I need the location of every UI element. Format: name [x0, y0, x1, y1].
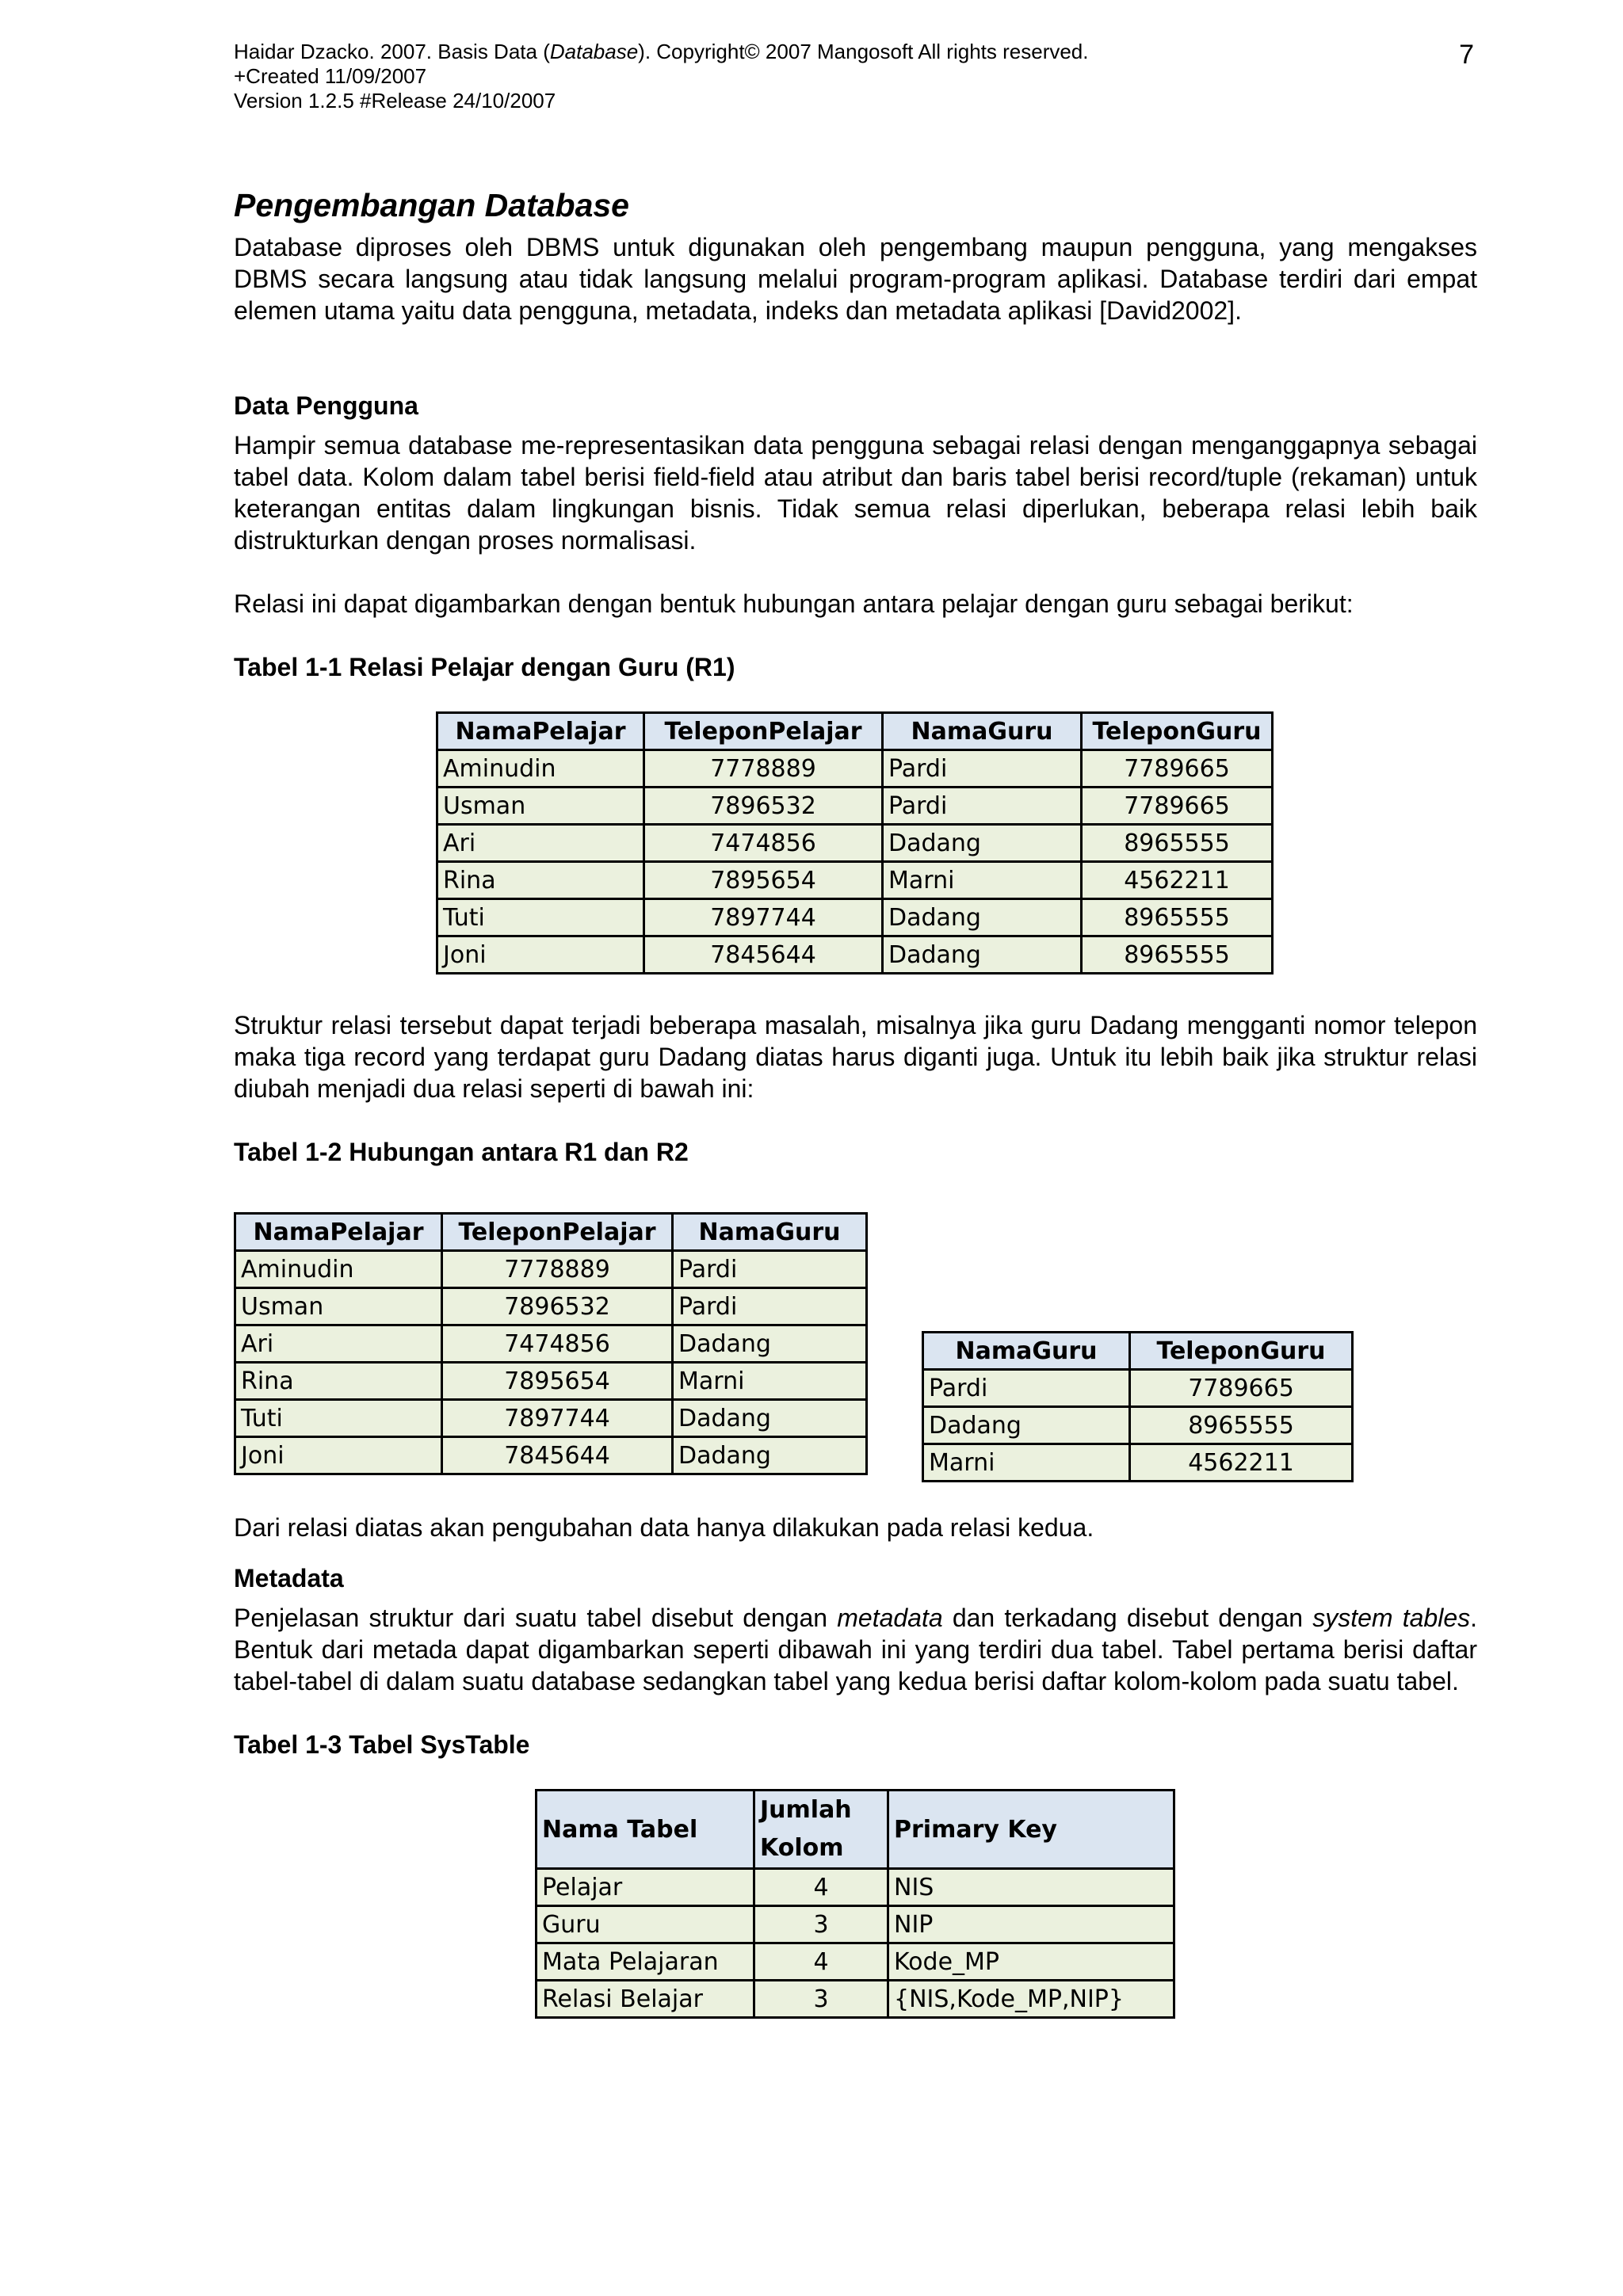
header-line: Jumlah [760, 1796, 852, 1824]
table-cell: NIP [888, 1906, 1174, 1943]
table-row [437, 862, 1273, 899]
table-cell: 7895654 [644, 862, 883, 899]
header-line-3: Version 1.2.5 #Release 24/10/2007 [234, 89, 556, 113]
table-cell: 7474856 [442, 1325, 673, 1363]
table-cell: 8965555 [1130, 1407, 1353, 1444]
table-cell: Pelajar [537, 1869, 754, 1906]
table2-container [234, 1212, 1477, 1497]
table-header-cell: TeleponPelajar [644, 713, 883, 750]
table-cell: Kode_MP [888, 1943, 1174, 1981]
header-line: Kolom [760, 1834, 844, 1862]
header-line-2: +Created 11/09/2007 [234, 64, 427, 88]
table-row [437, 788, 1273, 825]
table-cell: Mata Pelajaran [537, 1943, 754, 1981]
section-title-pengembangan: Pengembangan Database [234, 187, 629, 223]
table-cell: 7474856 [644, 825, 883, 862]
table-cell: Pardi [923, 1370, 1130, 1407]
paragraph-data-pengguna: Hampir semua database me-representasikan data pengguna sebagai relasi dengan menganggapnya sebagai tabel data. Kolom dalam tabel berisi field-field atau atribut dan baris tabel berisi record/tuple (rekaman) untuk keterangan entitas dalam lingkungan bisnis. Tidak semua relasi diperlukan, beberapa relasi lebih baik distrukturkan dengan proses normalisasi. [234, 431, 1477, 555]
table-cell: Aminudin [235, 1251, 442, 1288]
table-cell: 7896532 [644, 788, 883, 825]
table-row [437, 936, 1273, 974]
table1-caption: Tabel 1-1 Relasi Pelajar dengan Guru (R1) [234, 653, 735, 681]
page-header [234, 40, 1470, 113]
table-header-cell: NamaGuru [923, 1333, 1130, 1370]
table-cell: Tuti [437, 899, 644, 936]
table-cell: 4562211 [1130, 1444, 1353, 1482]
table-cell: Pardi [883, 788, 1082, 825]
table-cell: 7897744 [442, 1400, 673, 1437]
table-cell: Marni [923, 1444, 1130, 1482]
table-cell: 8965555 [1082, 825, 1273, 862]
table2-r1 [234, 1212, 868, 1475]
table-cell: 7778889 [442, 1251, 673, 1288]
table-header-cell: NamaPelajar [437, 713, 644, 750]
table-cell: 3 [754, 1981, 888, 2018]
table-header-cell: TeleponGuru [1082, 713, 1273, 750]
table-header-cell: Primary Key [888, 1791, 1174, 1869]
table-cell: 8965555 [1082, 936, 1273, 974]
table-cell: Dadang [883, 825, 1082, 862]
table-row [437, 825, 1273, 862]
table-cell: Pardi [673, 1251, 867, 1288]
table-header-row [235, 1214, 867, 1251]
table-cell: 7789665 [1082, 788, 1273, 825]
table-cell: Aminudin [437, 750, 644, 788]
page-content [234, 184, 1477, 2019]
table2-caption: Tabel 1-2 Hubungan antara R1 dan R2 [234, 1138, 689, 1166]
paragraph-relasi: Relasi ini dapat digambarkan dengan bentuk hubungan antara pelajar dengan guru sebagai berikut: [234, 589, 1354, 618]
section-title-metadata: Metadata [234, 1564, 344, 1592]
table-cell: Rina [235, 1363, 442, 1400]
table-row [235, 1400, 867, 1437]
table-row [537, 1869, 1174, 1906]
table-cell: 4562211 [1082, 862, 1273, 899]
italic-term: system tables [1312, 1604, 1471, 1632]
table-row [235, 1288, 867, 1325]
table-header-cell: NamaGuru [673, 1214, 867, 1251]
table-cell: Dadang [923, 1407, 1130, 1444]
table-cell: Joni [437, 936, 644, 974]
table1-relasi [436, 711, 1274, 974]
header-italic: Database [549, 40, 639, 63]
table3-caption: Tabel 1-3 Tabel SysTable [234, 1730, 530, 1759]
table-cell: Dadang [673, 1400, 867, 1437]
table-header-row [537, 1791, 1174, 1869]
table-cell: 7845644 [442, 1437, 673, 1474]
table-cell: Usman [235, 1288, 442, 1325]
table-cell: Dadang [673, 1437, 867, 1474]
table-cell: {NIS,Kode_MP,NIP} [888, 1981, 1174, 2018]
table-cell: Dadang [673, 1325, 867, 1363]
table-cell: 3 [754, 1906, 888, 1943]
header-text: ). Copyright© 2007 Mangosoft All rights reserved. [638, 40, 1089, 63]
table-row [437, 899, 1273, 936]
table2-r2 [922, 1331, 1354, 1482]
table-row [235, 1325, 867, 1363]
text-span: . Bentuk dari metada dapat digambarkan seperti dibawah ini yang terdiri dua tabel. Tabel pertama berisi daftar tabel-tabel di dalam suatu database sedangkan tabel yang kedua berisi daftar kolom-kolom pada suatu tabel. [234, 1604, 1477, 1695]
text-span: Penjelasan struktur dari suatu tabel disebut dengan [234, 1604, 838, 1632]
table-cell: Rina [437, 862, 644, 899]
table-cell: NIS [888, 1869, 1174, 1906]
table-row [235, 1363, 867, 1400]
table-cell: 4 [754, 1943, 888, 1981]
table-cell: 8965555 [1082, 899, 1273, 936]
italic-term: metadata [837, 1604, 943, 1632]
table-row [537, 1906, 1174, 1943]
table-cell: Marni [883, 862, 1082, 899]
table-cell: Guru [537, 1906, 754, 1943]
table-cell: Joni [235, 1437, 442, 1474]
paragraph-dari-relasi: Dari relasi diatas akan pengubahan data hanya dilakukan pada relasi kedua. [234, 1513, 1094, 1542]
table-header-cell: NamaPelajar [235, 1214, 442, 1251]
table-header-cell [754, 1791, 888, 1869]
table-cell: Ari [235, 1325, 442, 1363]
table-header-cell: Nama Tabel [537, 1791, 754, 1869]
page-number: 7 [1459, 40, 1474, 70]
table-row [437, 750, 1273, 788]
table-cell: Marni [673, 1363, 867, 1400]
table-cell: 7897744 [644, 899, 883, 936]
paragraph-struktur: Struktur relasi tersebut dapat terjadi beberapa masalah, misalnya jika guru Dadang mengganti nomor telepon maka tiga record yang terdapat guru Dadang diatas harus diganti juga. Untuk itu lebih baik jika struktur relasi diubah menjadi dua relasi seperti di bawah ini: [234, 1011, 1477, 1103]
paragraph-intro: Database diproses oleh DBMS untuk digunakan oleh pengembang maupun pengguna, yang mengakses DBMS secara langsung atau tidak langsung melalui program-program aplikasi. Database terdiri dari empat elemen utama yaitu data pengguna, metadata, indeks dan metadata aplikasi [David2002]. [234, 233, 1477, 325]
table-cell: 7895654 [442, 1363, 673, 1400]
table-cell: 7778889 [644, 750, 883, 788]
table-header-cell: NamaGuru [883, 713, 1082, 750]
table-row [537, 1943, 1174, 1981]
table-cell: 4 [754, 1869, 888, 1906]
table-cell: Ari [437, 825, 644, 862]
table-header-row [437, 713, 1273, 750]
table-cell: Usman [437, 788, 644, 825]
table-row [235, 1251, 867, 1288]
table-row [923, 1370, 1353, 1407]
table-row [537, 1981, 1174, 2018]
header-line-1 [234, 40, 1470, 64]
paragraph-metadata [234, 1602, 1477, 1697]
table-cell: Relasi Belajar [537, 1981, 754, 2018]
table-cell: 7845644 [644, 936, 883, 974]
table-row [923, 1444, 1353, 1482]
table-row [235, 1437, 867, 1474]
table-cell: 7789665 [1130, 1370, 1353, 1407]
table-cell: Pardi [883, 750, 1082, 788]
table-cell: Dadang [883, 899, 1082, 936]
table-cell: 7789665 [1082, 750, 1273, 788]
table-row [923, 1407, 1353, 1444]
table3-systable [535, 1789, 1175, 2019]
text-span: dan terkadang disebut dengan [942, 1604, 1313, 1632]
table-header-cell: TeleponPelajar [442, 1214, 673, 1251]
table-cell: Tuti [235, 1400, 442, 1437]
table-cell: Pardi [673, 1288, 867, 1325]
table-cell: 7896532 [442, 1288, 673, 1325]
table-header-row [923, 1333, 1353, 1370]
table-header-cell: TeleponGuru [1130, 1333, 1353, 1370]
header-text: Haidar Dzacko. 2007. Basis Data ( [234, 40, 550, 63]
table-cell: Dadang [883, 936, 1082, 974]
section-title-data-pengguna: Data Pengguna [234, 391, 418, 420]
